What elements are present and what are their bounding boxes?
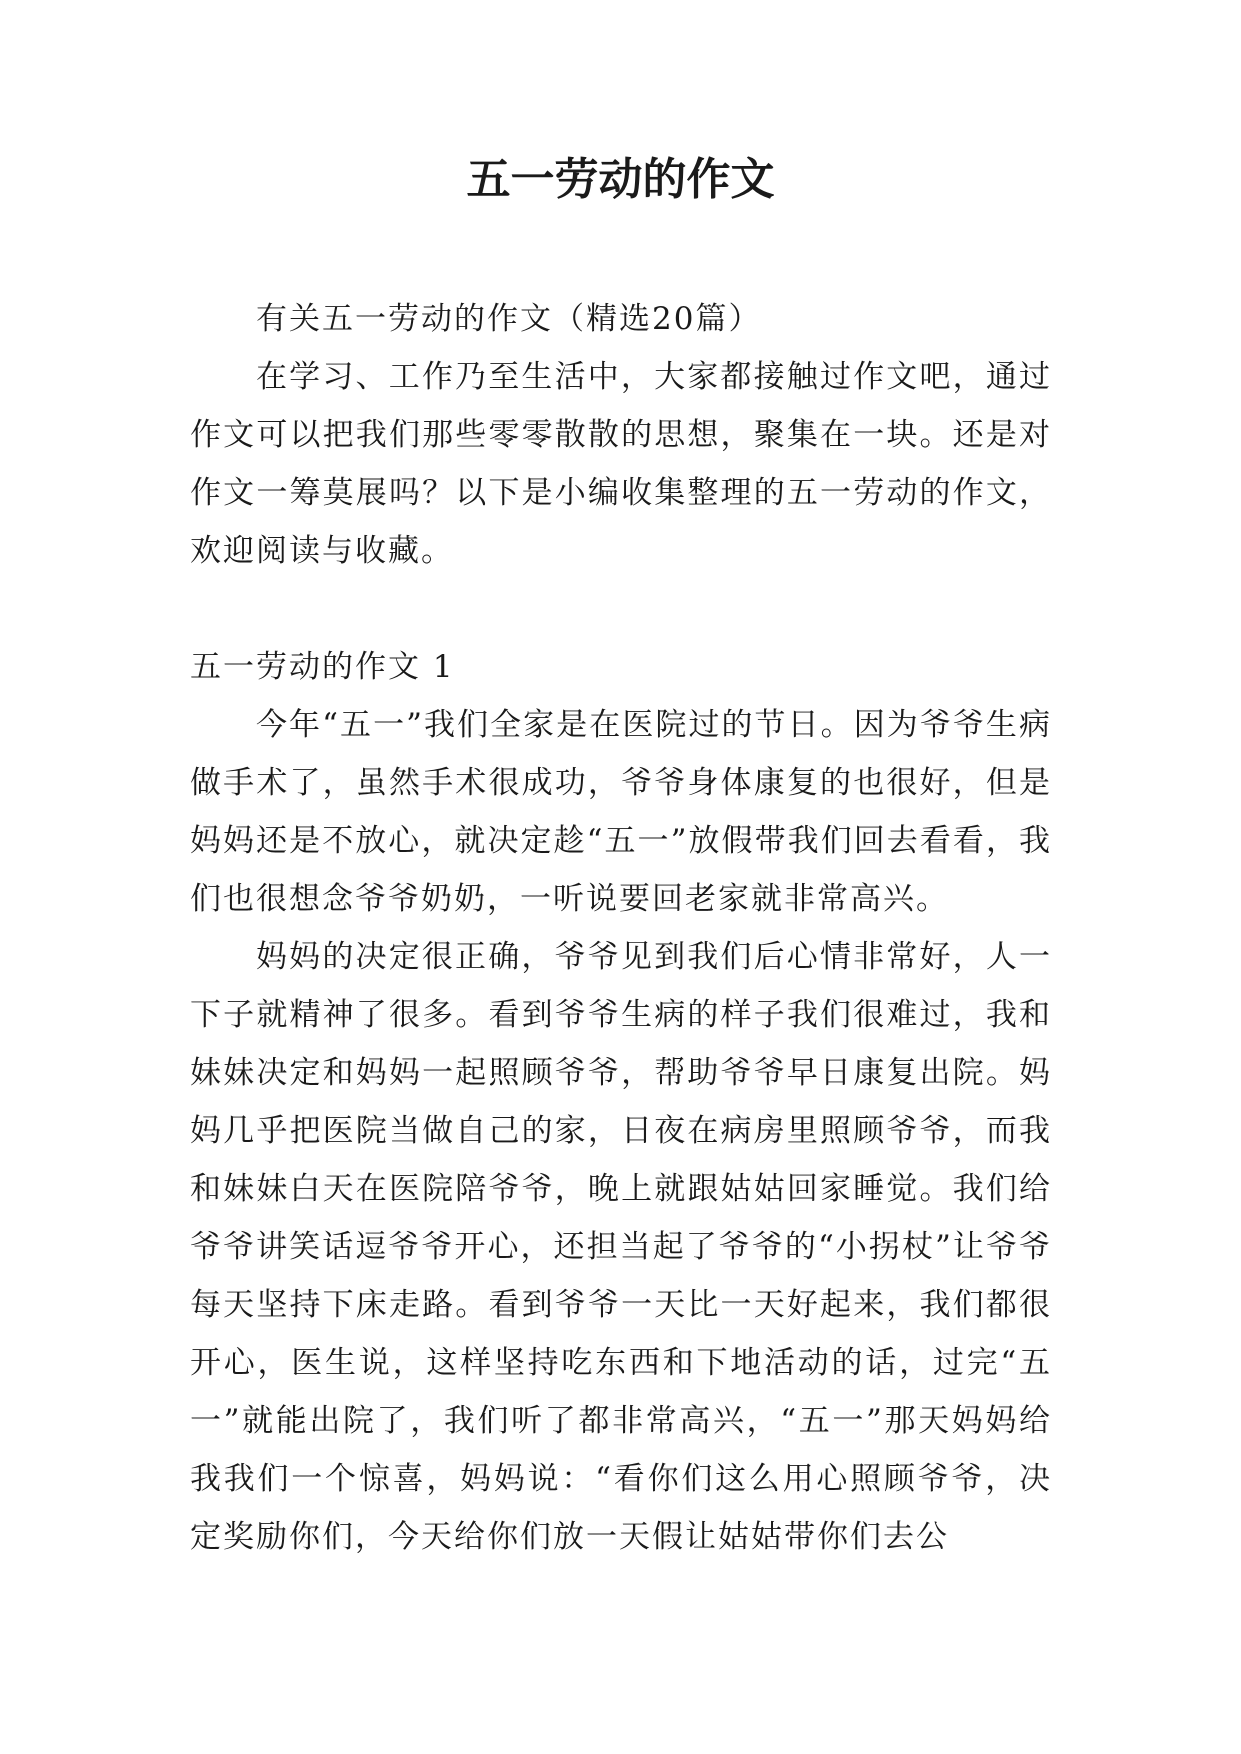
- spacer: [190, 580, 1052, 638]
- body-paragraph-2: 妈妈的决定很正确，爷爷见到我们后心情非常好，人一下子就精神了很多。看到爷爷生病的样子我们很难过，我和妹妹决定和妈妈一起照顾爷爷，帮助爷爷早日康复出院。妈妈几乎把医院当做自己的家，日夜在病房里照顾爷爷，而我和妹妹白天在医院陪爷爷，晚上就跟姑姑回家睡觉。我们给爷爷讲笑话逗爷爷开心，还担当起了爷爷的“小拐杖”让爷爷每天坚持下床走路。看到爷爷一天比一天好起来，我们都很开心，医生说，这样坚持吃东西和下地活动的话，过完“五一”就能出院了，我们听了都非常高兴，“五一”那天妈妈给我我们一个惊喜，妈妈说：“看你们这么用心照顾爷爷，决定奖励你们，今天给你们放一天假让姑姑带你们去公: [190, 939, 1052, 1555]
- section-heading: 五一劳动的作文 1: [190, 649, 455, 685]
- intro-paragraph: 在学习、工作乃至生活中，大家都接触过作文吧，通过作文可以把我们那些零零散散的思想，聚集在一块。还是对作文一筹莫展吗？以下是小编收集整理的五一劳动的作文，欢迎阅读与收藏。: [190, 359, 1052, 569]
- document-body: [190, 290, 1052, 1566]
- document-subtitle: 有关五一劳动的作文（精选20篇）: [256, 301, 762, 337]
- body-paragraph-1: 今年“五一”我们全家是在医院过的节日。因为爷爷生病做手术了，虽然手术很成功，爷爷身体康复的也很好，但是妈妈还是不放心，就决定趁“五一”放假带我们回去看看，我们也很想念爷爷奶奶，一听说要回老家就非常高兴。: [190, 707, 1052, 917]
- document-title: 五一劳动的作文: [466, 154, 775, 205]
